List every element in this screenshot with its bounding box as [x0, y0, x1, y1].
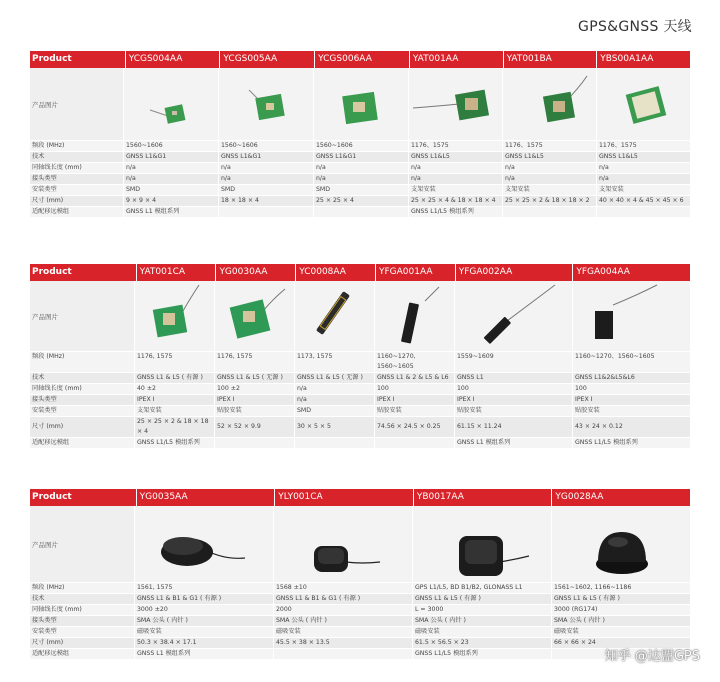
table-cell: 18 × 18 × 4 — [218, 196, 313, 206]
table-cell: GNSS L1 模组系列 — [454, 438, 572, 448]
product-name: YFGA002AA — [455, 264, 573, 281]
table-cell: L = 3000 — [412, 605, 551, 615]
table-cell: 磁吸安装 — [551, 627, 690, 637]
product-image — [551, 506, 690, 582]
product-name: YCGS006AA — [314, 51, 409, 68]
table-cell: 1160~1270, 1560~1605 — [374, 352, 454, 372]
product-name: YG0035AA — [136, 489, 275, 506]
table-cell: 40 ±2 — [134, 384, 214, 394]
product-name: YB0017AA — [413, 489, 552, 506]
table-cell: 61.5 × 56.5 × 23 — [412, 638, 551, 648]
table-cell: 磁吸安装 — [412, 627, 551, 637]
table-cell: GNSS L1 — [454, 373, 572, 383]
product-image — [218, 68, 313, 140]
row-label: 技术 — [32, 153, 45, 160]
table-cell: GPS L1/L5, BD B1/B2, GLONASS L1 — [412, 583, 551, 593]
product-image — [374, 281, 454, 351]
table-cell: SMA 公头 ( 内针 ) — [551, 616, 690, 626]
table-row — [30, 185, 690, 196]
row-label: 同轴线长度 (mm) — [32, 164, 82, 171]
table-cell: 1176, 1575 — [214, 352, 294, 372]
table-cell: 支架安装 — [502, 185, 596, 195]
table-row — [30, 594, 690, 605]
table-cell: GNSS L1/L5 模组系列 — [134, 438, 214, 448]
product-image — [454, 281, 572, 351]
table-row — [30, 384, 690, 395]
table-cell: 1568 ±10 — [273, 583, 412, 593]
table-cell: 61.15 × 11.24 — [454, 417, 572, 437]
row-label: 安装类型 — [32, 407, 57, 414]
table-cell: 1561, 1575 — [134, 583, 273, 593]
table-cell: 贴胶安装 — [572, 406, 690, 416]
table-cell: GNSS L1 & 2 & L5 & L6 — [374, 373, 454, 383]
table-cell: GNSS L1&G1 — [313, 152, 408, 162]
table-cell: SMD — [313, 185, 408, 195]
table-cell: n/a — [218, 163, 313, 173]
table-row — [30, 163, 690, 174]
table-cell: n/a — [408, 174, 502, 184]
table-cell: GNSS L1 模组系列 — [134, 649, 273, 659]
table-cell: 40 × 40 × 4 & 45 × 45 × 6 — [596, 196, 690, 206]
table-cell: n/a — [294, 384, 374, 394]
product-header-label: Product — [32, 54, 72, 64]
table-cell: IPEX Ⅰ — [572, 395, 690, 405]
table-cell: GNSS L1/L5 模组系列 — [408, 207, 502, 217]
product-name: YLY001CA — [274, 489, 413, 506]
table-cell — [596, 207, 690, 217]
row-label: 产品图片 — [32, 540, 58, 549]
product-image — [123, 68, 218, 140]
table-cell: 1561~1602, 1166~1186 — [551, 583, 690, 593]
product-image — [294, 281, 374, 351]
table-cell: 2000 — [273, 605, 412, 615]
table-row — [30, 196, 690, 207]
product-image — [502, 68, 596, 140]
table-cell: 1173, 1575 — [294, 352, 374, 372]
table-cell: 贴胶安装 — [374, 406, 454, 416]
table-row — [30, 352, 690, 373]
product-image — [273, 506, 412, 582]
table-cell: IPEX Ⅰ — [374, 395, 454, 405]
row-label: 接头类型 — [32, 617, 57, 624]
product-name: YG0030AA — [215, 264, 295, 281]
product-image — [313, 68, 408, 140]
image-row — [30, 506, 690, 583]
table-row — [30, 395, 690, 406]
row-label: 适配移远模组 — [32, 439, 70, 446]
table-row — [30, 649, 690, 660]
table-cell: 66 × 66 × 24 — [551, 638, 690, 648]
table-cell: GNSS L1&G1 — [123, 152, 218, 162]
table-cell: GNSS L1&L5 — [502, 152, 596, 162]
table-cell: GNSS L1 模组系列 — [123, 207, 218, 217]
table-cell — [502, 207, 596, 217]
table-cell: IPEX Ⅰ — [214, 395, 294, 405]
product-name: YC0008AA — [295, 264, 375, 281]
table-row — [30, 616, 690, 627]
spec-rows — [30, 141, 690, 218]
table-cell: 3000 (RG174) — [551, 605, 690, 615]
table-cell: SMD — [294, 406, 374, 416]
table-cell — [313, 207, 408, 217]
row-label: 同轴线长度 (mm) — [32, 606, 82, 613]
table-cell: GNSS L1&L5 — [408, 152, 502, 162]
table-cell — [374, 438, 454, 448]
table-cell — [218, 207, 313, 217]
table-cell: IPEX Ⅰ — [454, 395, 572, 405]
table-cell: n/a — [596, 163, 690, 173]
table-cell: 9 × 9 × 4 — [123, 196, 218, 206]
table-cell: 25 × 25 × 4 & 18 × 18 × 4 — [408, 196, 502, 206]
table-cell: 支架安装 — [596, 185, 690, 195]
table-cell: n/a — [502, 163, 596, 173]
table-cell: n/a — [123, 163, 218, 173]
table-cell: n/a — [294, 395, 374, 405]
table-cell: GNSS L1 & L5 ( 有源 ) — [551, 594, 690, 604]
table-cell: GNSS L1 & L5 ( 无源 ) — [214, 373, 294, 383]
row-label: 技术 — [32, 374, 45, 381]
row-label: 频段 (MHz) — [32, 353, 65, 360]
product-image — [412, 506, 551, 582]
product-name: YCGS005AA — [219, 51, 314, 68]
product-name: YG0028AA — [551, 489, 690, 506]
table-cell: n/a — [596, 174, 690, 184]
table-header — [30, 264, 690, 281]
row-label: 频段 (MHz) — [32, 142, 65, 149]
table-cell: SMA 公头 ( 内针 ) — [273, 616, 412, 626]
row-label: 产品图片 — [32, 100, 58, 109]
product-image — [134, 281, 214, 351]
table-cell: IPEX Ⅰ — [134, 395, 214, 405]
table-cell: 支架安装 — [408, 185, 502, 195]
table-cell: 1176、1575 — [596, 141, 690, 151]
product-image — [134, 506, 273, 582]
table-cell: n/a — [313, 163, 408, 173]
table-cell: 1560~1606 — [313, 141, 408, 151]
table-cell: 支架安装 — [134, 406, 214, 416]
table-row — [30, 152, 690, 163]
product-image — [572, 281, 690, 351]
product-table-1 — [30, 51, 690, 218]
table-cell: 100 — [454, 384, 572, 394]
row-label: 适配移远模组 — [32, 208, 70, 215]
row-label: 安装类型 — [32, 186, 57, 193]
table-cell — [214, 438, 294, 448]
product-name: YFGA004AA — [572, 264, 690, 281]
table-row — [30, 605, 690, 616]
product-name: YAT001CA — [136, 264, 216, 281]
table-cell: 43 × 24 × 0.12 — [572, 417, 690, 437]
table-cell: GNSS L1 & L5 ( 无源 ) — [294, 373, 374, 383]
table-cell: SMD — [218, 185, 313, 195]
product-image — [214, 281, 294, 351]
table-cell: SMD — [123, 185, 218, 195]
row-label: 接头类型 — [32, 175, 57, 182]
table-row — [30, 406, 690, 417]
table-cell: 1176、1575 — [408, 141, 502, 151]
spec-rows — [30, 352, 690, 449]
table-row — [30, 141, 690, 152]
table-cell: 贴胶安装 — [214, 406, 294, 416]
product-name: YBS00A1AA — [596, 51, 690, 68]
table-row — [30, 373, 690, 384]
table-row — [30, 583, 690, 594]
row-label: 尺寸 (mm) — [32, 197, 64, 204]
product-image — [596, 68, 690, 140]
row-label: 频段 (MHz) — [32, 584, 65, 591]
table-row — [30, 627, 690, 638]
table-cell: n/a — [313, 174, 408, 184]
page-title: GPS&GNSS 天线 — [578, 19, 692, 35]
table-cell: n/a — [123, 174, 218, 184]
product-image — [408, 68, 502, 140]
table-cell: 52 × 52 × 9.9 — [214, 417, 294, 437]
image-row — [30, 281, 690, 352]
row-label: 适配移远模组 — [32, 650, 70, 657]
table-cell: n/a — [408, 163, 502, 173]
table-row — [30, 438, 690, 449]
table-cell: GNSS L1&G1 — [218, 152, 313, 162]
table-cell: GNSS L1 & B1 & G1 ( 有源 ) — [273, 594, 412, 604]
product-header-label: Product — [32, 492, 72, 502]
row-label: 同轴线长度 (mm) — [32, 385, 82, 392]
product-table-3 — [30, 489, 690, 660]
table-cell: 1160~1270、1560~1605 — [572, 352, 690, 372]
table-header — [30, 489, 690, 506]
table-cell: GNSS L1&L5 — [596, 152, 690, 162]
table-cell: 100 — [374, 384, 454, 394]
table-cell: 3000 ±20 — [134, 605, 273, 615]
product-table-2 — [30, 264, 690, 449]
product-name: YCGS004AA — [125, 51, 220, 68]
table-cell: 45.5 × 38 × 13.5 — [273, 638, 412, 648]
table-cell: 100 ±2 — [214, 384, 294, 394]
table-cell: 74.56 × 24.5 × 0.25 — [374, 417, 454, 437]
product-name: YAT001BA — [503, 51, 597, 68]
table-cell: 25 × 25 × 4 — [313, 196, 408, 206]
table-cell: n/a — [218, 174, 313, 184]
row-label: 接头类型 — [32, 396, 57, 403]
table-cell: 100 — [572, 384, 690, 394]
table-cell: n/a — [502, 174, 596, 184]
table-cell: GNSS L1 & L5 ( 有源 ) — [412, 594, 551, 604]
table-cell: GNSS L1&2&L5&L6 — [572, 373, 690, 383]
table-cell: 贴胶安装 — [454, 406, 572, 416]
table-cell: GNSS L1/L5 模组系列 — [572, 438, 690, 448]
spec-rows — [30, 583, 690, 660]
row-label: 尺寸 (mm) — [32, 639, 64, 646]
table-header — [30, 51, 690, 68]
row-label: 技术 — [32, 595, 45, 602]
table-row — [30, 417, 690, 438]
table-cell: GNSS L1 & B1 & G1 ( 有源 ) — [134, 594, 273, 604]
image-row — [30, 68, 690, 141]
watermark: 知乎 @达盟GPS — [604, 649, 700, 664]
table-cell: 1176, 1575 — [134, 352, 214, 372]
table-cell: GNSS L1 & L5 ( 有源 ) — [134, 373, 214, 383]
table-cell: 25 × 25 × 2 & 18 × 18 × 2 — [502, 196, 596, 206]
product-name: YFGA001AA — [375, 264, 455, 281]
row-label: 尺寸 (mm) — [32, 423, 64, 430]
table-cell: 25 × 25 × 2 & 18 × 18 × 4 — [134, 417, 214, 437]
table-cell: SMA 公头 ( 内针 ) — [412, 616, 551, 626]
table-cell: 50.3 × 38.4 × 17.1 — [134, 638, 273, 648]
row-label: 安装类型 — [32, 628, 57, 635]
table-cell: 磁吸安装 — [134, 627, 273, 637]
table-cell: 1176、1575 — [502, 141, 596, 151]
table-cell — [273, 649, 412, 659]
product-name: YAT001AA — [409, 51, 503, 68]
table-row — [30, 174, 690, 185]
table-row — [30, 207, 690, 218]
table-cell: 1559~1609 — [454, 352, 572, 372]
table-cell: 1560~1606 — [218, 141, 313, 151]
row-label: 产品图片 — [32, 312, 58, 321]
table-cell: 30 × 5 × 5 — [294, 417, 374, 437]
product-header-label: Product — [32, 267, 72, 277]
table-cell: 1560~1606 — [123, 141, 218, 151]
table-cell: SMA 公头 ( 内针 ) — [134, 616, 273, 626]
table-cell: GNSS L1/L5 模组系列 — [412, 649, 551, 659]
table-cell — [294, 438, 374, 448]
table-row — [30, 638, 690, 649]
table-cell: 磁吸安装 — [273, 627, 412, 637]
